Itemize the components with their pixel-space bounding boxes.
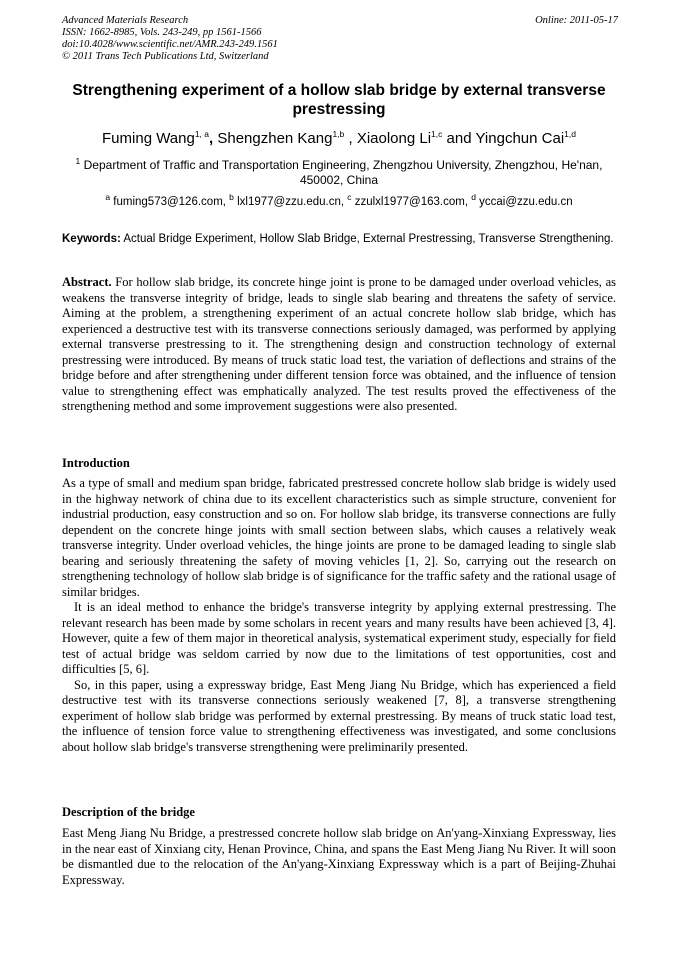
journal-name: Advanced Materials Research — [62, 15, 189, 26]
author-affil-mark: 1, a — [194, 129, 210, 139]
email-link[interactable]: lxl1977@zzu.edu.cn — [237, 196, 341, 208]
affiliation-mark: 1 — [75, 156, 81, 166]
author-affil-mark: 1,d — [564, 129, 576, 139]
online-date: Online: 2011-05-17 — [535, 15, 618, 26]
email-mark: c — [347, 192, 352, 203]
section-heading-description: Description of the bridge — [62, 805, 195, 819]
email-link[interactable]: yccai@zzu.edu.cn — [479, 196, 573, 208]
author-separator: , — [209, 130, 218, 147]
email-link[interactable]: fuming573@126.com — [113, 196, 223, 208]
keywords-text: Actual Bridge Experiment, Hollow Slab Bridge, External Prestressing, Transverse Strengthening. — [123, 233, 614, 245]
keywords — [62, 232, 616, 246]
abstract-text: For hollow slab bridge, its concrete hinge joint is prone to be damaged under overload vehicles, as weakens the transverse integrity of bridge, leads to single slab bearing and threatens the safety of service. Aiming at the problem, a strengthening experiment of an actual concrete hollow slab bridge, which has experienced a destructive test with its transverse connections seriously damaged, was performed by applying external transverse prestressing to it. The strengthening design and construction technology of external prestressing were introduced. By means of truck static load test, the variation of deflections and strains of the bridge before and after strengthening under different tension force was obtained, and the influence of tension value to strengthening effect was emphatically analyzed. The test results proved the effectiveness of the strengthening method and some improvement suggestions were also presented. — [62, 275, 616, 413]
author-name: Shengzhen Kang — [217, 130, 333, 147]
abstract — [62, 275, 616, 415]
paragraph: So, in this paper, using a expressway bridge, East Meng Jiang Nu Bridge, which has experienced a field destructive test with its transverse connections seriously weakened [7, 8], a transverse strengthening experiment of hollow slab bridge was performed by external prestressing. By means of truck static load test, the influence of tension force value to strengthening effectiveness was investigated, and some conclusions about hollow slab bridge's transverse strengthening were preliminarily presented. — [62, 677, 616, 754]
email-link[interactable]: zzulxl1977@163.com — [354, 196, 465, 208]
section-heading-introduction: Introduction — [62, 456, 130, 470]
author-affil-mark: 1,c — [431, 129, 443, 139]
affiliation — [62, 158, 616, 187]
keywords-label: Keywords: — [62, 233, 121, 245]
affiliation-text: Department of Traffic and Transportation Engineering, Zhengzhou University, Zhengzhou, He'nan, 450002, China — [83, 158, 603, 187]
email-mark: b — [229, 192, 234, 203]
author-affil-mark: 1,b — [332, 129, 345, 139]
author-name: Xiaolong Li — [356, 130, 432, 147]
author-name: Yingchun Cai — [475, 130, 565, 147]
journal-header — [62, 15, 618, 63]
description-body: East Meng Jiang Nu Bridge, a prestressed concrete hollow slab bridge on An'yang-Xinxiang Expressway, lies in the near east of Xinxiang city, Henan Province, China, and spans the East Meng Jiang Nu River. It will soon be dismantled due to the relocation of the An'yang-Xinxiang Expressway which is a part of Beijing-Zhuhai Expressway. — [62, 826, 616, 887]
doi-line[interactable]: doi:10.4028/www.scientific.net/AMR.243-249.1561 — [62, 39, 278, 50]
introduction-body — [62, 476, 616, 755]
paper-title: Strengthening experiment of a hollow slab bridge by external transverse prestressing — [72, 82, 606, 118]
author-name: Fuming Wang — [102, 130, 195, 147]
issn-line: ISSN: 1662-8985, Vols. 243-249, pp 1561-1566 — [62, 27, 262, 38]
email-mark: a — [105, 192, 111, 203]
copyright-line: © 2011 Trans Tech Publications Ltd, Switzerland — [62, 51, 269, 62]
paragraph: It is an ideal method to enhance the bridge's transverse integrity by applying external prestressing. The relevant research has been made by some scholars in recent years and many results have been achieved [3, 4]. However, quite a few of them major in theoretical analysis, systematical experiment study, especially for field test of actual bridge was seldom carried by now due to the limitations of test opportunities, cost and difficulties [5, 6]. — [62, 600, 616, 676]
author-separator: , — [344, 130, 357, 147]
abstract-label: Abstract. — [62, 275, 112, 289]
email-list: $^a$ fuming573@126.com, $^b$ lxl1977@zzu.edu.cn, $^c$ zzulxl1977@163.com, $^d$ yccai@zzu.edu.cn — [105, 192, 573, 208]
author-list — [62, 130, 616, 148]
email-mark: d — [471, 192, 476, 203]
paragraph: As a type of small and medium span bridge, fabricated prestressed concrete hollow slab bridge is widely used in the highway network of china due to its excellent characteristics such as simple structure, convenient for industrial production, easy construction and so on. For hollow slab bridge, its transverse connections are fully dependent on the concrete hinge joints with small section between slabs, which causes a relatively weak transverse integrity. Under overload vehicles, the hinge joints are prone to be damaged leading to single slab bearing and seriously threatening the safety of moving vehicles [1, 2]. So, carrying out the research on strengthening technology of hollow slab bridge is of significance for the traffic safety and the rational usage of similar bridges. — [62, 476, 616, 599]
author-separator: and — [442, 130, 476, 147]
